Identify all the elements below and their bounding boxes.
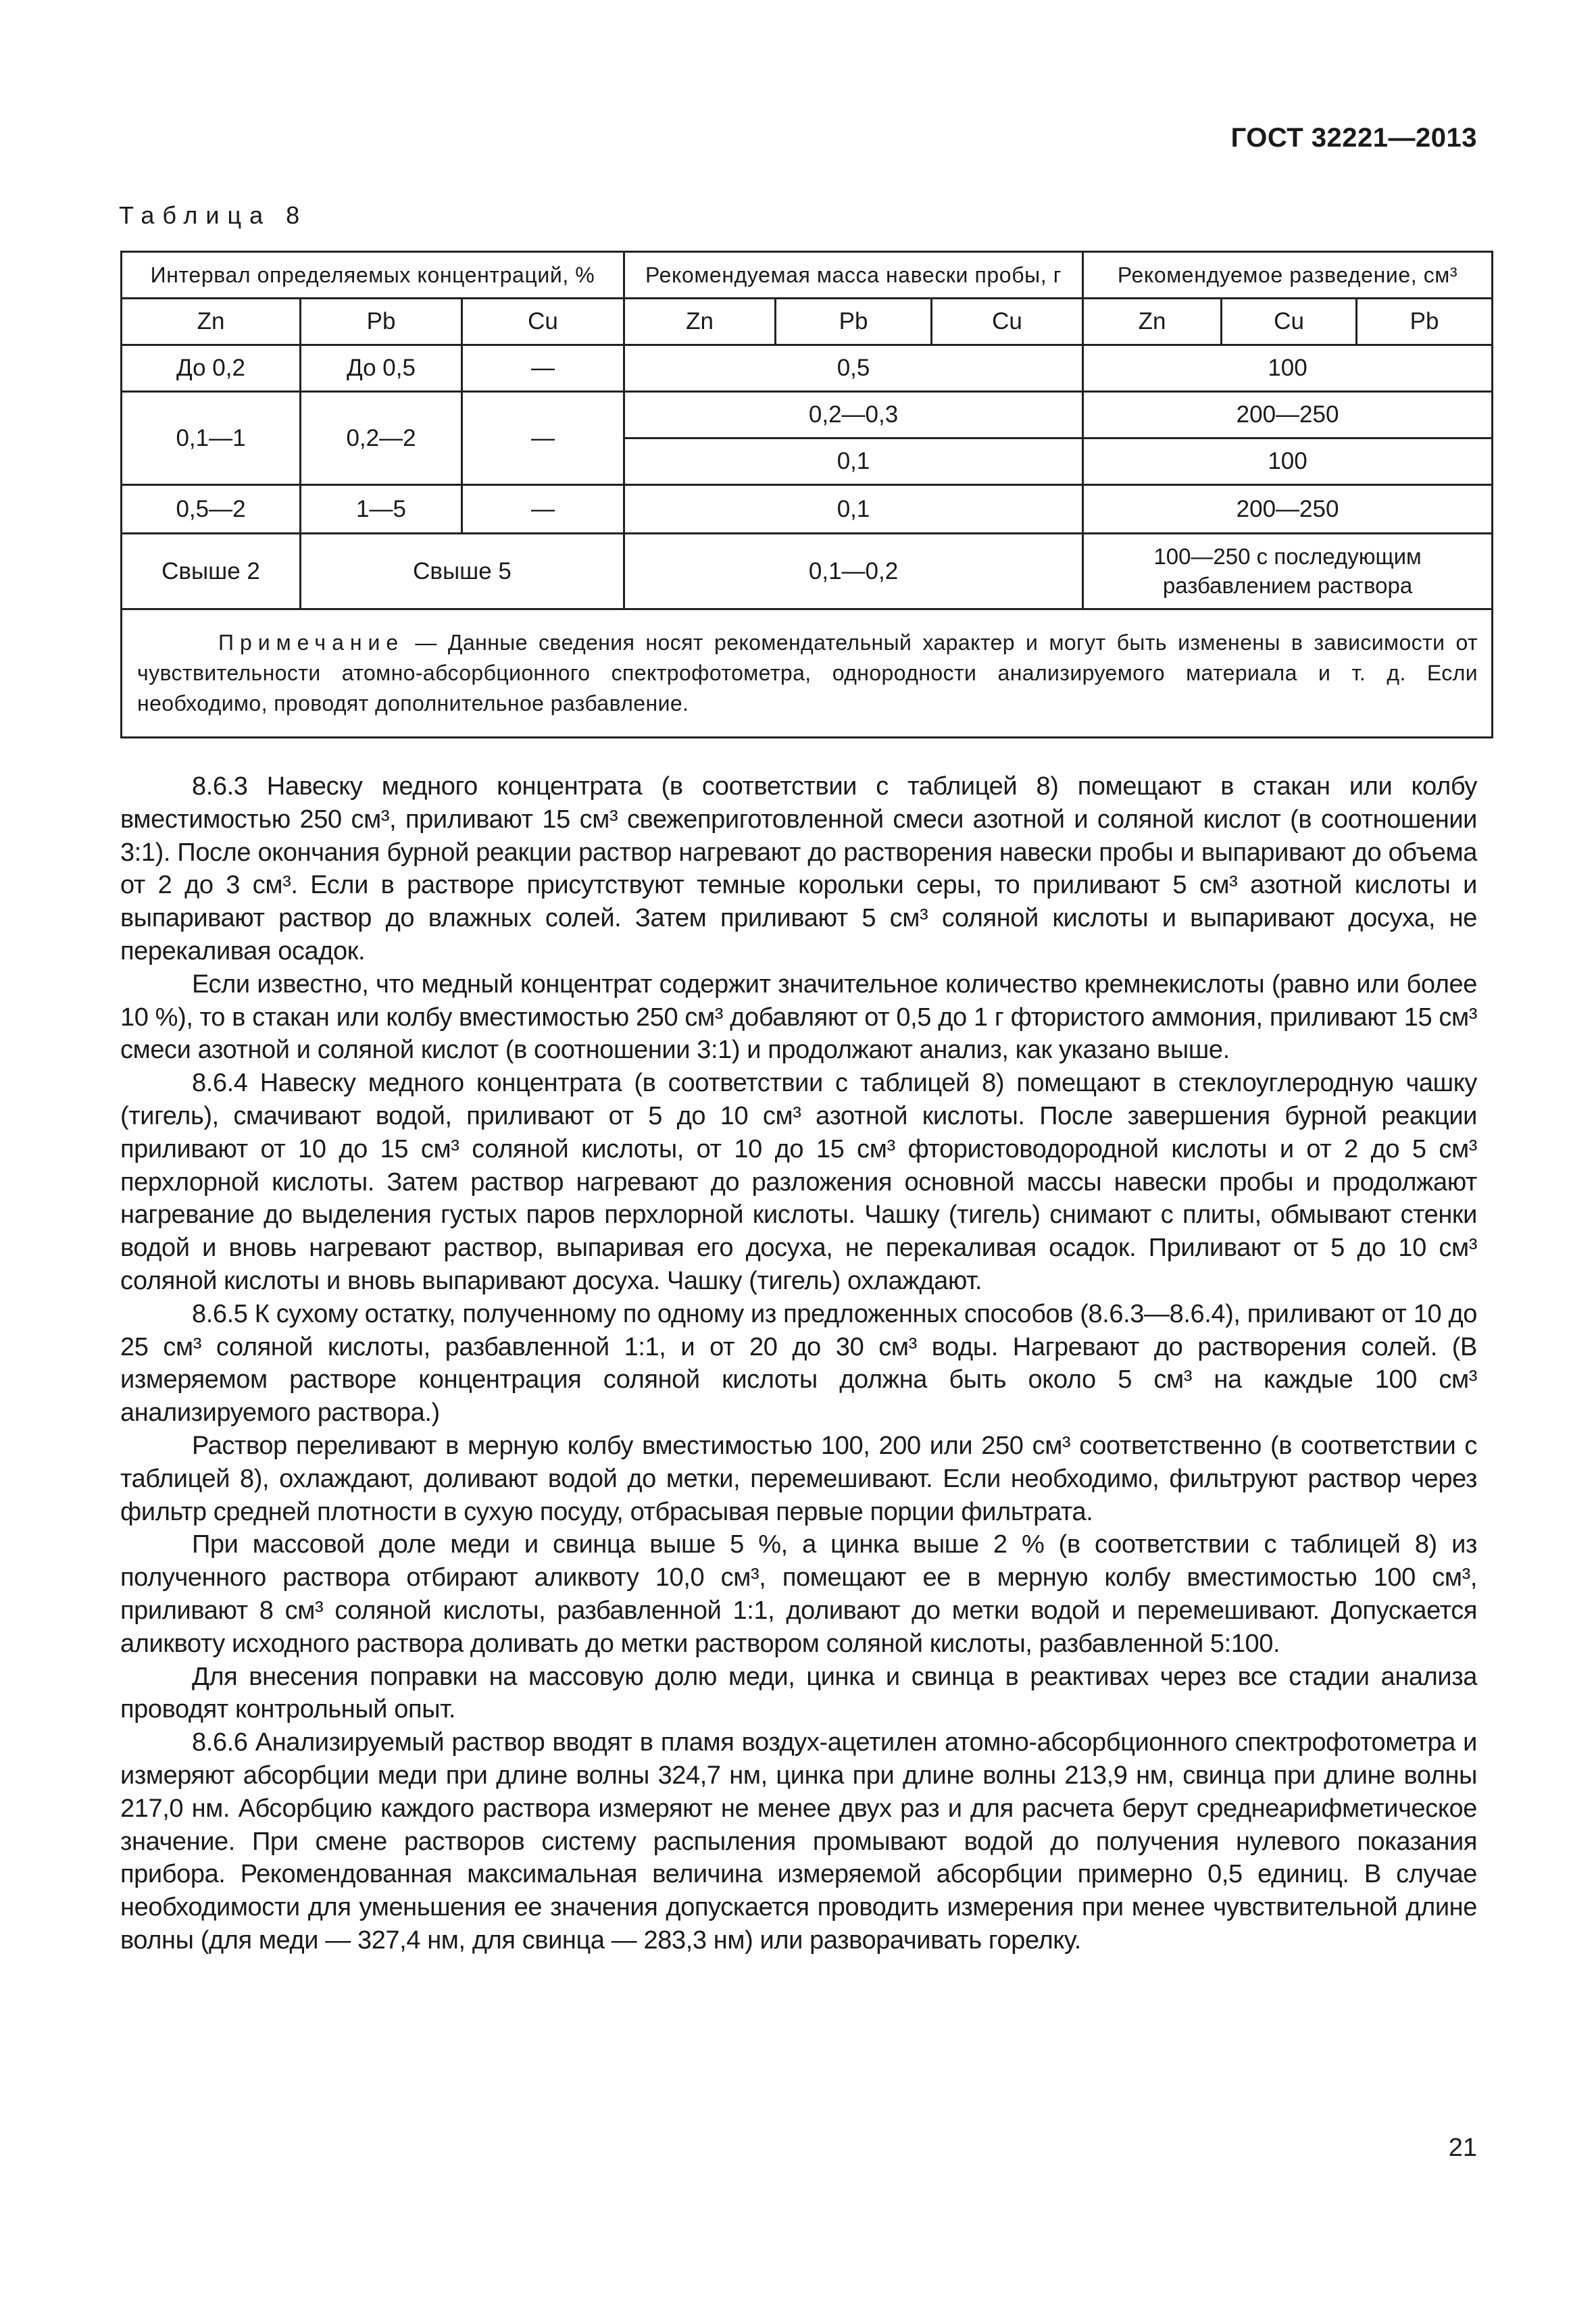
paragraph: Для внесения поправки на массовую долю меди, цинка и свинца в реактивах через все стадии анализа проводят контрольный опыт. xyxy=(120,1662,1477,1724)
paragraph: Если известно, что медный концентрат содержит значительное количество кремнекислоты (равно или более 10 %), то в стакан или колбу вместимостью 250 см³ добавляют от 0,5 до 1 г фтористого аммония, приливают 15 см³ смеси азотной и соляной кислот (в соотношении 3:1) и продолжают анализ, как указано выше. xyxy=(120,970,1477,1065)
paragraph: 8.6.5 К сухому остатку, полученному по одному из предложенных способов (8.6.3—8.6.4), приливают от 10 до 25 см³ соляной кислоты, разбавленной 1:1, и от 20 до 30 см³ воды. Нагревают до растворения солей. (В измеряемом растворе концентрация соляной кислоты должна быть около 5 см³ на каждые 100 см³ анализируемого раствора.) xyxy=(120,1299,1477,1428)
paragraph: 8.6.6 Анализируемый раствор вводят в пламя воздух-ацетилен атомно-абсорбционного спектрофотометра и измеряют абсорбции меди при длине волны 324,7 нм, цинка при длине волны 213,9 нм, свинца при длине волны 217,0 нм. Абсорбцию каждого раствора измеряют не менее двух раз и для расчета берут среднеарифметическое значение. При смене растворов систему распыления промывают водой до получения нулевого показания прибора. Рекомендованная максимальная величина измеряемой абсорбции примерно 0,5 единиц. В случае необходимости для уменьшения ее значения допускается проводить измерения при менее чувствительной длине волны (для меди — 327,4 нм, для свинца — 283,3 нм) или разворачивать горелку. xyxy=(120,1728,1477,1955)
paragraph: 8.6.4 Навеску медного концентрата (в соответствии с таблицей 8) помещают в стеклоуглеродную чашку (тигель), смачивают водой, приливают от 5 до 10 см³ азотной кислоты. После завершения бурной реакции приливают от 10 до 15 см³ соляной кислоты, от 10 до 15 см³ фтористоводородной кислоты и от 2 до 5 см³ перхлорной кислоты. Затем раствор нагревают до разложения основной массы навески пробы и продолжают нагревание до выделения густых паров перхлорной кислоты. Чашку (тигель) снимают с плиты, обмывают стенки водой и вновь нагревают раствор, выпаривая его досуха, не перекаливая осадок. Приливают от 5 до 10 см³ соляной кислоты и вновь выпаривают досуха. Чашку (тигель) охлаждают. xyxy=(120,1069,1477,1295)
subheader-cell: Cu xyxy=(462,299,624,345)
cell-mass: 0,1 xyxy=(624,438,1083,485)
body-text xyxy=(120,770,1477,1957)
cell-zn: Свыше 2 xyxy=(122,534,301,609)
cell-pb: 0,2—2 xyxy=(301,392,462,485)
cell-zn: 0,1—1 xyxy=(122,392,301,485)
cell-zn: 0,5—2 xyxy=(122,485,301,534)
table-note-row xyxy=(122,609,1493,738)
header-concentration-interval: Интервал определяемых концентраций, % xyxy=(122,252,624,299)
cell-dilution: 200—250 xyxy=(1083,392,1493,438)
table-subheader-row xyxy=(122,299,1493,345)
table-note xyxy=(122,609,1493,738)
table-8 xyxy=(120,251,1493,738)
table-row xyxy=(122,534,1493,609)
document-code: ГОСТ 32221—2013 xyxy=(1230,123,1477,153)
page-number: 21 xyxy=(1448,2134,1477,2162)
cell-pb: До 0,5 xyxy=(301,345,462,392)
cell-mass: 0,1—0,2 xyxy=(624,534,1083,609)
cell-dilution: 200—250 xyxy=(1083,485,1493,534)
cell-mass: 0,2—0,3 xyxy=(624,392,1083,438)
subheader-cell: Zn xyxy=(624,299,776,345)
table-caption: Таблица 8 xyxy=(119,201,308,229)
note-text: — Данные сведения носят рекомендательный характер и могут быть изменены в зависимости от чувствительности атомно-абсорбционного спектрофотометра, однородности анализируемого материала и т. д. Если необходимо, проводят дополнительное разбавление. xyxy=(137,630,1478,715)
paragraph: При массовой доле меди и свинца выше 5 %, а цинка выше 2 % (в соответствии с таблицей 8) из полученного раствора отбирают аликвоту 10,0 см³, помещают ее в мерную колбу вместимостью 100 см³, приливают 8 см³ соляной кислоты, разбавленной 1:1, доливают до метки водой и перемешивают. Допускается аликвоту исходного раствора доливать до метки раствором соляной кислоты, разбавленной 5:100. xyxy=(120,1530,1477,1658)
cell-dilution: 100—250 с последующим разбавлением раствора xyxy=(1083,534,1493,609)
subheader-cell: Pb xyxy=(1357,299,1493,345)
cell-mass: 0,1 xyxy=(624,485,1083,534)
table-row xyxy=(122,485,1493,534)
header-dilution: Рекомендуемое разведение, см³ xyxy=(1083,252,1493,299)
note-label: Примечание xyxy=(218,630,405,655)
table-row xyxy=(122,345,1493,392)
header-sample-mass: Рекомендуемая масса навески пробы, г xyxy=(624,252,1083,299)
subheader-cell: Pb xyxy=(301,299,462,345)
subheader-cell: Zn xyxy=(122,299,301,345)
paragraph: 8.6.3 Навеску медного концентрата (в соответствии с таблицей 8) помещают в стакан или колбу вместимостью 250 см³, приливают 15 см³ свежеприготовленной смеси азотной и соляной кислот (в соотношении 3:1). После окончания бурной реакции раствор нагревают до растворения навески пробы и выпаривают до объема от 2 до 3 см³. Если в растворе присутствуют темные корольки серы, то приливают 5 см³ азотной кислоты и выпаривают раствор до влажных солей. Затем приливают 5 см³ соляной кислоты и выпаривают досуха, не перекаливая осадок. xyxy=(120,772,1477,965)
cell-zn: До 0,2 xyxy=(122,345,301,392)
cell-cu: — xyxy=(462,345,624,392)
cell-dilution: 100 xyxy=(1083,345,1493,392)
subheader-cell: Cu xyxy=(1222,299,1357,345)
table-group-header-row xyxy=(122,252,1493,299)
subheader-cell: Cu xyxy=(932,299,1083,345)
cell-pb-cu: Свыше 5 xyxy=(301,534,624,609)
cell-cu: — xyxy=(462,392,624,485)
cell-dilution: 100 xyxy=(1083,438,1493,485)
cell-cu: — xyxy=(462,485,624,534)
subheader-cell: Pb xyxy=(776,299,932,345)
table-row xyxy=(122,392,1493,438)
cell-pb: 1—5 xyxy=(301,485,462,534)
subheader-cell: Zn xyxy=(1083,299,1222,345)
cell-mass: 0,5 xyxy=(624,345,1083,392)
paragraph: Раствор переливают в мерную колбу вместимостью 100, 200 или 250 см³ соответственно (в соответствии с таблицей 8), охлаждают, доливают водой до метки, перемешивают. Если необходимо, фильтруют раствор через фильтр средней плотности в сухую посуду, отбрасывая первые порции фильтрата. xyxy=(120,1431,1477,1526)
